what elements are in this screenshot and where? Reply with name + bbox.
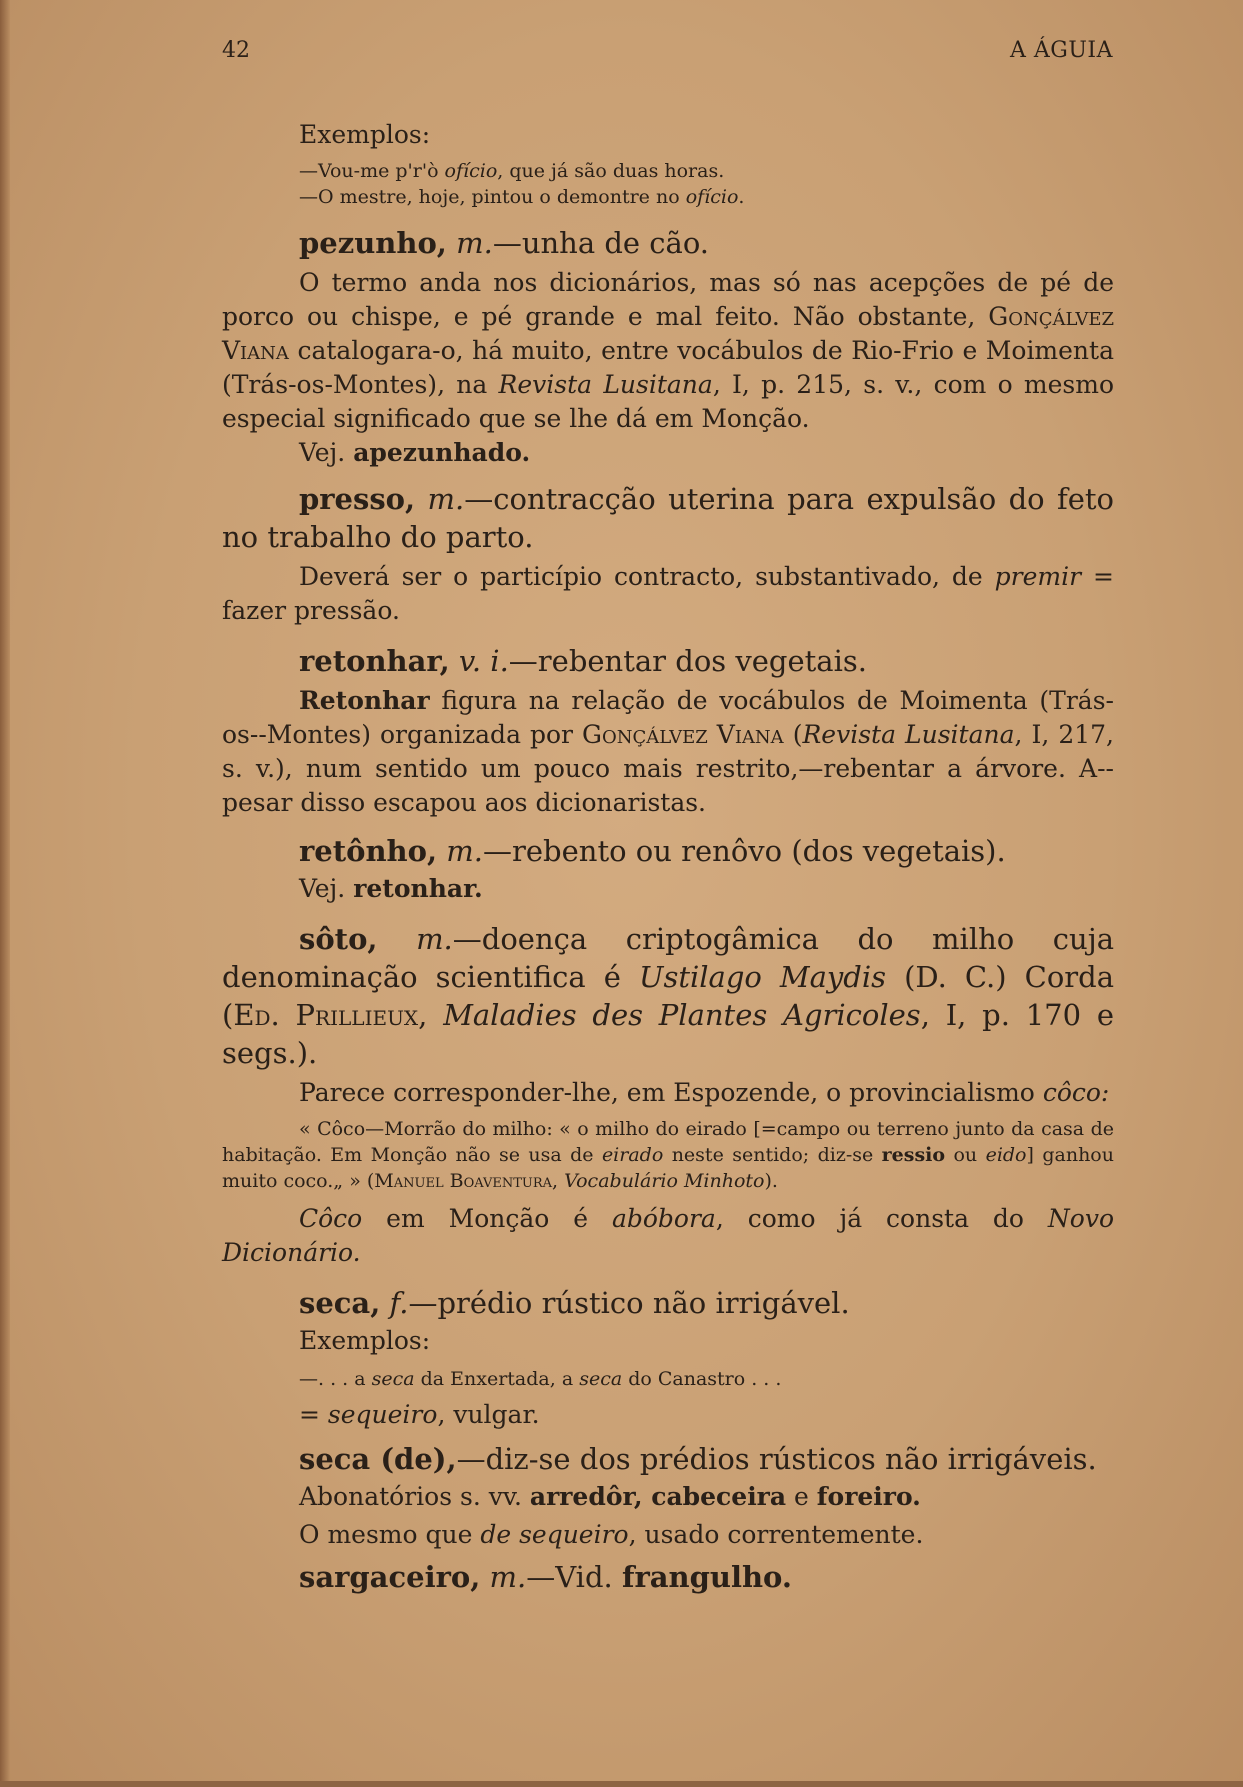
see-label: Vej. [299, 438, 346, 467]
quote-term: ressio [881, 1144, 946, 1166]
scientific-name: Ustilago Maydis [639, 960, 886, 994]
quote-text: ou [945, 1144, 986, 1166]
term: de sequeiro [480, 1520, 629, 1549]
entry-paragraph [222, 1202, 1114, 1270]
definition: —Vid. [526, 1560, 622, 1594]
synonym-line [222, 1398, 1114, 1432]
entry-paragraph [222, 560, 1114, 628]
entry-headline [222, 1440, 1114, 1478]
author-name: Gonçálvez Viana [222, 302, 1114, 365]
definition: (D. C.) Corda ( [222, 960, 1114, 1032]
synonym-text: = [299, 1400, 328, 1429]
headword: seca (de), [299, 1442, 457, 1476]
headword: retônho, [299, 834, 438, 868]
headword: pezunho, [299, 226, 447, 260]
example-line [222, 1366, 1114, 1392]
book-title: Vocabulário Minhoto [564, 1170, 765, 1192]
part-of-speech: f. [389, 1286, 409, 1320]
definition: , I, p. 170 e segs.). [222, 998, 1115, 1070]
quote-text: ). [764, 1170, 778, 1192]
entry-paragraph [222, 684, 1114, 820]
book-title: Maladies des Plantes Agricoles [443, 998, 921, 1032]
author-name: Ed. Prillieux [233, 998, 419, 1032]
example-text: da Enxertada, a [414, 1368, 580, 1390]
entry-headline [222, 224, 1114, 262]
page-body [222, 118, 1114, 1596]
paragraph-text: = fazer pressão. [222, 562, 1114, 625]
paragraph-text: Abonatórios s. vv. [299, 1482, 530, 1511]
headword: sargaceiro, [299, 1560, 481, 1594]
examples-label: Exemplos: [299, 1326, 431, 1355]
paragraph-text: , I, 217, s. v.), num sentido um pouco mais restrito,—rebentar a árvore. A--pesar disso escapou aos dicionaristas. [222, 720, 1114, 817]
page-number: 42 [222, 38, 250, 63]
entry-headline [222, 1558, 1114, 1596]
paragraph-text: em Monção é [362, 1204, 612, 1233]
examples-label: Exemplos: [299, 120, 431, 149]
example-text: do Canastro . . . [622, 1368, 782, 1390]
see-also [222, 436, 1114, 470]
example-line [222, 184, 1114, 210]
synonym-text: , vulgar. [437, 1400, 540, 1429]
example-text: . [738, 186, 745, 208]
paragraph-text: , usado correntemente. [628, 1520, 924, 1549]
paragraph-text: Deverá ser o particípio contracto, substantivado, de [299, 562, 995, 591]
synonym-term: sequeiro [327, 1400, 438, 1429]
example-term: seca [579, 1368, 623, 1390]
cross-reference: frangulho. [621, 1560, 792, 1594]
definition: —unha de cão. [492, 226, 710, 260]
quote-text: neste sentido; diz-se [663, 1144, 882, 1166]
definition: —doença criptogâmica do milho cuja denominação scientifica é [222, 922, 1114, 994]
verb-term: premir [994, 562, 1082, 591]
paragraph-text: figura na relação de vocábulos de Moimenta (Trás-os--Montes) organizada por [222, 686, 1114, 749]
definition: , [418, 998, 444, 1032]
cross-reference: foreiro. [816, 1482, 921, 1511]
see-label: Vej. [299, 874, 346, 903]
entry-headline [222, 1284, 1114, 1322]
page-bottom-edge [0, 1781, 1243, 1787]
example-term: seca [371, 1368, 415, 1390]
example-text: —O mestre, hoje, pintou o demontre no [299, 186, 686, 208]
see-also [222, 872, 1114, 906]
term: Côco [299, 1204, 363, 1233]
journal-title: Revista Lusitana [498, 370, 713, 399]
paragraph-text: catalogara-o, há muito, entre vocábulos de Rio-Frio e Moimenta (Trás-os-Montes), na [222, 336, 1114, 399]
example-text: —. . . a [299, 1368, 372, 1390]
page-binding-edge [0, 0, 10, 1787]
part-of-speech: v. i. [458, 644, 509, 678]
definition: —rebentar dos vegetais. [508, 644, 867, 678]
provincialism-term: côco: [1042, 1078, 1110, 1107]
part-of-speech: m. [427, 482, 465, 516]
page-header [222, 38, 1113, 72]
quote-text: , [552, 1170, 565, 1192]
part-of-speech: m. [489, 1560, 527, 1594]
lead-term: Retonhar [299, 686, 430, 715]
paragraph-text: O mesmo que [299, 1520, 481, 1549]
definition: —contracção uterina para expulsão do feto no trabalho do parto. [222, 482, 1115, 554]
headword: seca, [299, 1286, 381, 1320]
entry-paragraph [222, 1076, 1114, 1110]
entry-headline [222, 832, 1114, 870]
headword: presso, [299, 482, 416, 516]
paragraph-text: ( [783, 720, 803, 749]
entry-headline [222, 920, 1114, 1072]
part-of-speech: m. [416, 922, 453, 956]
paragraph-text: O termo anda nos dicionários, mas só nas acepções de pé de porco ou chispe, e pé grande e mal feito. Não obstante, [222, 268, 1114, 331]
cross-reference: retonhar. [353, 874, 483, 903]
example-text: —Vou-me p'r'ò [299, 160, 445, 182]
headword: sôto, [299, 922, 378, 956]
author-name: Manuel Boaventura [374, 1170, 553, 1192]
quote-term: eirado [601, 1144, 664, 1166]
journal-title: Revista Lusitana [802, 720, 1015, 749]
example-term: ofício [685, 186, 739, 208]
part-of-speech: m. [446, 834, 484, 868]
author-name: Gonçálvez Viana [582, 720, 784, 749]
definition: —diz-se dos prédios rústicos não irrigáveis. [456, 1442, 1097, 1476]
quotation [222, 1116, 1114, 1194]
quote-text: « Côco—Morrão do milho: « o milho do eirado [=campo ou terreno junto da casa de habitação. Em Monção não se usa de [222, 1118, 1114, 1166]
entry-paragraph [222, 1518, 1114, 1552]
part-of-speech: m. [456, 226, 493, 260]
paragraph-text: , I, p. 215, s. v., com o mesmo especial significado que se lhe dá em Monção. [222, 370, 1114, 433]
quote-term: eido [985, 1144, 1027, 1166]
definition: —rebento ou renôvo (dos vegetais). [483, 834, 1006, 868]
cross-reference: apezunhado. [353, 438, 531, 467]
entry-headline [222, 480, 1114, 556]
headword: retonhar, [299, 644, 450, 678]
paragraph-text: e [786, 1482, 817, 1511]
term: abóbora [611, 1204, 716, 1233]
example-text: , que já são duas horas. [497, 160, 725, 182]
running-title: A ÁGUIA [1010, 38, 1113, 63]
book-title: Novo Dicionário. [222, 1204, 1115, 1267]
paragraph-text: , como já consta do [715, 1204, 1048, 1233]
paragraph-text: Parece corresponder-lhe, em Espozende, o provincialismo [299, 1078, 1043, 1107]
cross-reference: arredôr, cabeceira [529, 1482, 787, 1511]
entry-paragraph [222, 266, 1114, 436]
definition: —prédio rústico não irrigável. [408, 1286, 850, 1320]
example-term: ofício [444, 160, 498, 182]
supporting-refs [222, 1480, 1114, 1514]
example-line [222, 158, 1114, 184]
entry-headline [222, 642, 1114, 680]
quote-text: ] ganhou muito coco.„ » ( [222, 1144, 1114, 1192]
